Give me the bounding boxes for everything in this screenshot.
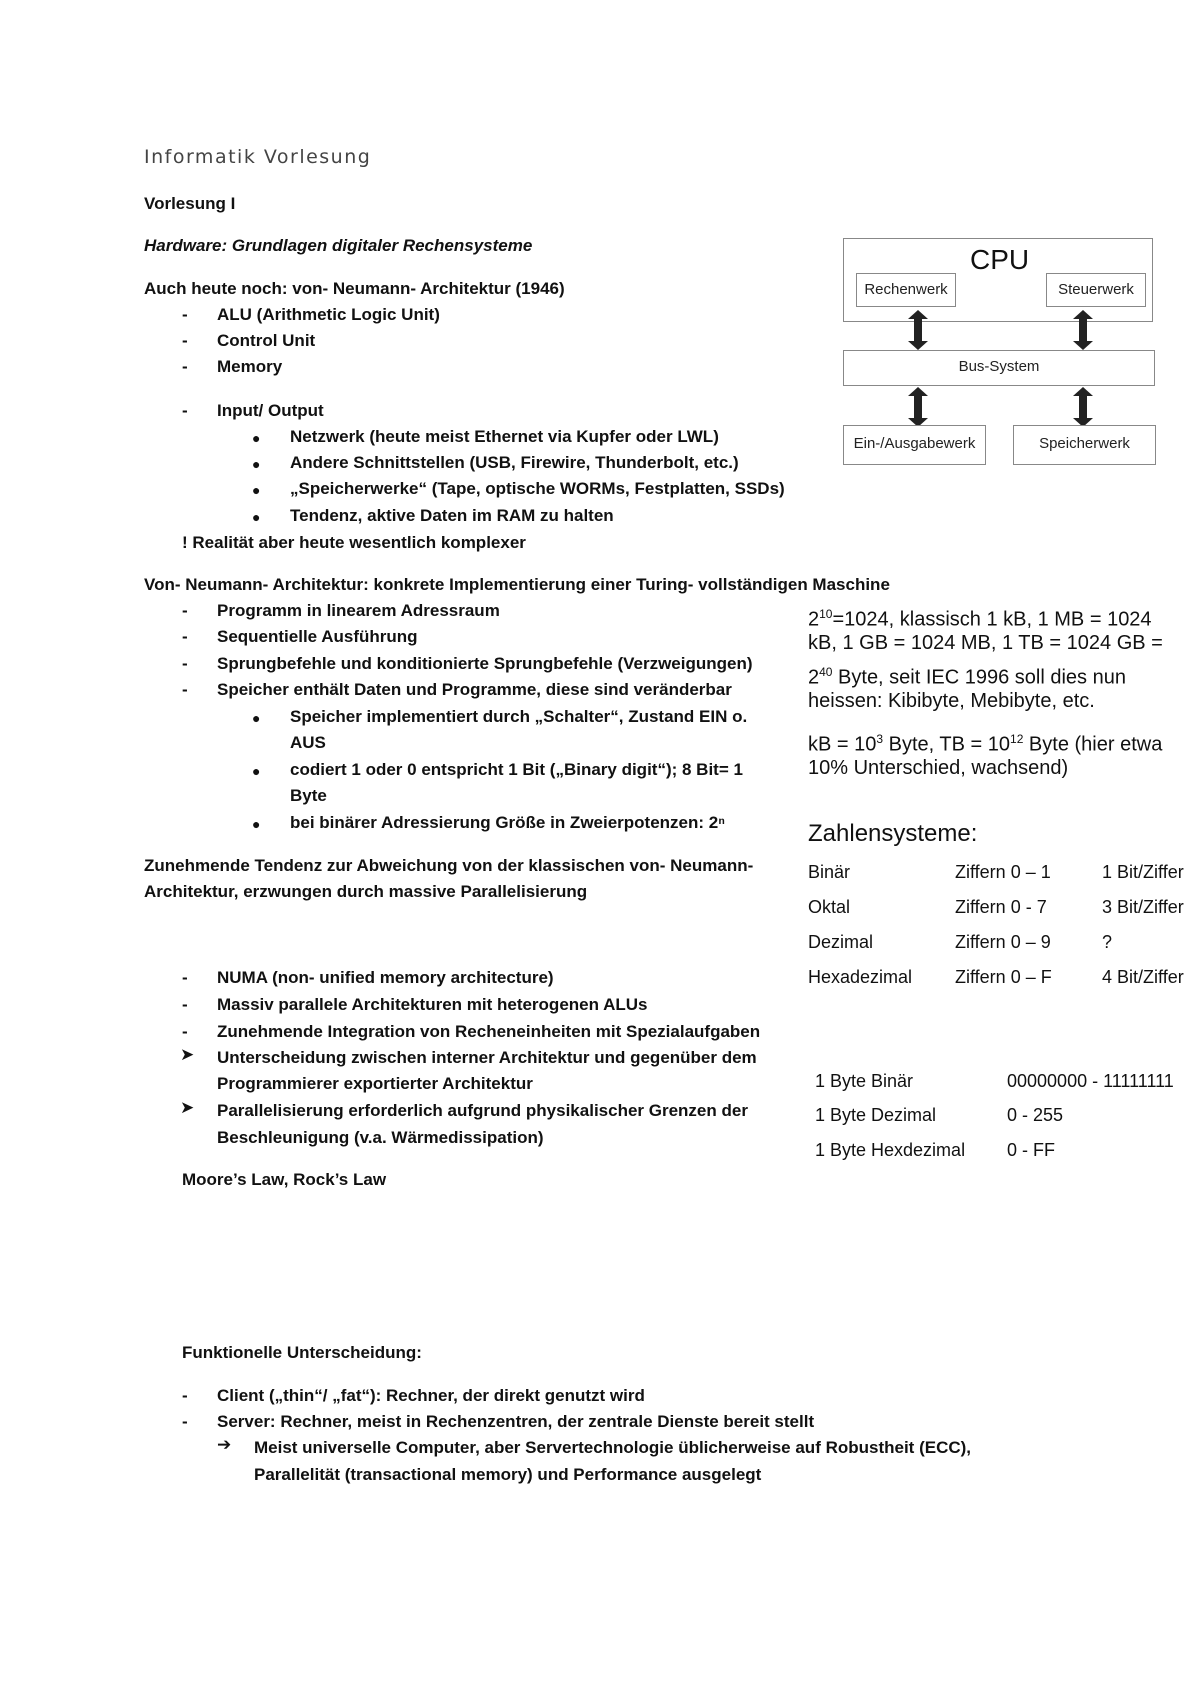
func-heading: Funktionelle Unterscheidung: bbox=[182, 1343, 422, 1362]
bus-label: Bus-System bbox=[958, 358, 1040, 375]
func-arrow-line: Parallelität (transactional memory) und Performance ausgelegt bbox=[254, 1465, 762, 1484]
turing-heading: Von- Neumann- Architektur: konkrete Implementierung einer Turing- vollständigen Maschine bbox=[144, 575, 890, 594]
vn-item-dash: - bbox=[182, 305, 188, 324]
bullet-icon: ● bbox=[252, 509, 261, 525]
units-line: $2^{10}=1024$, klassisch 1 kB, 1 MB = 1024 bbox=[808, 607, 1152, 631]
turing-item-dash: - bbox=[182, 627, 188, 646]
vn-heading: Auch heute noch: von- Neumann- Architektur (1946) bbox=[144, 279, 565, 298]
vn-item: ALU (Arithmetic Logic Unit) bbox=[217, 305, 440, 324]
turing-item: Sequentielle Ausführung bbox=[217, 627, 418, 646]
units-line: kB = $10^3$ Byte, TB = $10^{12}$ Byte (hier etwa bbox=[808, 732, 1163, 756]
trend-item-dash: - bbox=[182, 1022, 188, 1041]
table-cell: Ziffern 0 – 9 bbox=[955, 932, 1051, 952]
vn-item: Control Unit bbox=[217, 331, 316, 350]
turing-item-dash: - bbox=[182, 601, 188, 620]
trend-item-dash: - bbox=[182, 968, 188, 987]
turing-bullet-line: Byte bbox=[290, 786, 327, 805]
right-arrow-icon: ➔ bbox=[217, 1435, 232, 1454]
vn-item: Memory bbox=[217, 357, 283, 376]
io-bullet: Andere Schnittstellen (USB, Firewire, Thunderbolt, etc.) bbox=[290, 453, 739, 472]
section-title: Hardware: Grundlagen digitaler Rechensysteme bbox=[144, 236, 533, 255]
double-arrow-icon bbox=[1079, 318, 1087, 342]
steuerwerk-label: Steuerwerk bbox=[1058, 281, 1134, 298]
io-bullet: Netzwerk (heute meist Ethernet via Kupfer oder LWL) bbox=[290, 427, 719, 446]
table-cell: Binär bbox=[808, 862, 851, 882]
trend-item-dash: - bbox=[182, 995, 188, 1014]
zahlensysteme-title: Zahlensysteme: bbox=[808, 820, 978, 847]
rechenwerk-label: Rechenwerk bbox=[864, 281, 948, 298]
trend-heading-line: Architektur, erzwungen durch massive Parallelisierung bbox=[144, 882, 588, 901]
table-cell: 1 Byte Binär bbox=[815, 1071, 914, 1091]
bullet-icon: ● bbox=[252, 482, 261, 498]
turing-bullet-line: codiert 1 oder 0 entspricht 1 Bit („Binary digit“); 8 Bit= 1 bbox=[290, 760, 743, 779]
func-item-dash: - bbox=[182, 1386, 188, 1405]
table-cell: Ziffern 0 – 1 bbox=[955, 862, 1051, 882]
io-bullet: Tendenz, aktive Daten im RAM zu halten bbox=[290, 506, 614, 525]
table-cell: 1 Byte Dezimal bbox=[815, 1105, 937, 1125]
lecture-label: Vorlesung I bbox=[144, 194, 236, 213]
table-cell: 0 - 255 bbox=[1007, 1105, 1064, 1125]
trend-heading-line: Zunehmende Tendenz zur Abweichung von der klassischen von- Neumann- bbox=[144, 856, 754, 875]
cpu-label: CPU bbox=[970, 244, 1030, 275]
trend-item: Massiv parallele Architekturen mit heterogenen ALUs bbox=[217, 995, 648, 1014]
func-item: Server: Rechner, meist in Rechenzentren, der zentrale Dienste bereit stellt bbox=[217, 1412, 815, 1431]
double-arrow-icon bbox=[914, 318, 922, 342]
vn-note: ! Realität aber heute wesentlich komplexer bbox=[182, 533, 526, 552]
bullet-icon: ● bbox=[252, 816, 261, 832]
table-cell: 3 Bit/Ziffer bbox=[1102, 897, 1184, 917]
table-cell: Ziffern 0 – F bbox=[955, 967, 1052, 987]
vn-item-dash: - bbox=[182, 331, 188, 350]
table-cell: 0 - FF bbox=[1007, 1140, 1055, 1160]
bullet-icon: ● bbox=[252, 710, 261, 726]
bullet-icon: ● bbox=[252, 456, 261, 472]
table-cell: ? bbox=[1102, 932, 1113, 952]
trend-arrow-line: Beschleunigung (v.a. Wärmedissipation) bbox=[217, 1128, 544, 1147]
arrowhead-icon: ➤ bbox=[180, 1045, 195, 1064]
table-cell: 00000000 - 11111111 bbox=[1007, 1071, 1174, 1091]
trend-arrow-line: Unterscheidung zwischen interner Architektur und gegenüber dem bbox=[217, 1048, 757, 1067]
document-title: Informatik Vorlesung bbox=[144, 146, 372, 168]
bullet-icon: ● bbox=[252, 763, 261, 779]
func-arrow-line: Meist universelle Computer, aber Servertechnologie üblicherweise auf Robustheit (ECC), bbox=[254, 1438, 972, 1457]
speicherwerk-label: Speicherwerk bbox=[1039, 435, 1130, 452]
laws-text: Moore’s Law, Rock’s Law bbox=[182, 1170, 387, 1189]
units-line: 10% Unterschied, wachsend) bbox=[808, 757, 1069, 779]
double-arrow-icon bbox=[1079, 395, 1087, 419]
turing-item: Sprungbefehle und konditionierte Sprungbefehle (Verzweigungen) bbox=[217, 654, 753, 673]
func-item-dash: - bbox=[182, 1412, 188, 1431]
vn-item-dash: - bbox=[182, 357, 188, 376]
turing-bullet-line: Speicher implementiert durch „Schalter“, Zustand EIN o. bbox=[290, 707, 748, 726]
table-cell: Dezimal bbox=[808, 932, 874, 952]
table-cell: Hexadezimal bbox=[808, 967, 913, 987]
turing-bullet-line: bei binärer Adressierung Größe in Zweierpotenzen: 2ⁿ bbox=[290, 813, 725, 832]
double-arrow-icon bbox=[914, 395, 922, 419]
units-line: heissen: Kibibyte, Mebibyte, etc. bbox=[808, 690, 1095, 712]
table-cell: 4 Bit/Ziffer bbox=[1102, 967, 1184, 987]
func-item: Client („thin“/ „fat“): Rechner, der direkt genutzt wird bbox=[217, 1386, 645, 1405]
vn-io: Input/ Output bbox=[217, 401, 324, 420]
trend-item: Zunehmende Integration von Recheneinheiten mit Spezialaufgaben bbox=[217, 1022, 761, 1041]
table-cell: 1 Bit/Ziffer bbox=[1102, 862, 1184, 882]
turing-item-dash: - bbox=[182, 654, 188, 673]
io-label: Ein-/Ausgabewerk bbox=[853, 435, 976, 452]
turing-item: Speicher enthält Daten und Programme, diese sind veränderbar bbox=[217, 680, 732, 699]
turing-item-dash: - bbox=[182, 680, 188, 699]
turing-item: Programm in linearem Adressraum bbox=[217, 601, 500, 620]
table-cell: 1 Byte Hexdezimal bbox=[815, 1140, 966, 1160]
io-bullet: „Speicherwerke“ (Tape, optische WORMs, Festplatten, SSDs) bbox=[290, 479, 785, 498]
vn-item-dash: - bbox=[182, 401, 188, 420]
arrowhead-icon: ➤ bbox=[180, 1098, 195, 1117]
units-line: kB, 1 GB = 1024 MB, 1 TB = 1024 GB = bbox=[808, 632, 1163, 654]
trend-arrow-line: Programmierer exportierter Architektur bbox=[217, 1074, 533, 1093]
turing-bullet-line: AUS bbox=[290, 733, 326, 752]
trend-item: NUMA (non- unified memory architecture) bbox=[217, 968, 554, 987]
trend-arrow-line: Parallelisierung erforderlich aufgrund physikalischer Grenzen der bbox=[217, 1101, 748, 1120]
table-cell: Ziffern 0 - 7 bbox=[955, 897, 1047, 917]
bullet-icon: ● bbox=[252, 430, 261, 446]
table-cell: Oktal bbox=[808, 897, 851, 917]
units-line: $2^{40}$ Byte, seit IEC 1996 soll dies nun bbox=[808, 665, 1126, 689]
